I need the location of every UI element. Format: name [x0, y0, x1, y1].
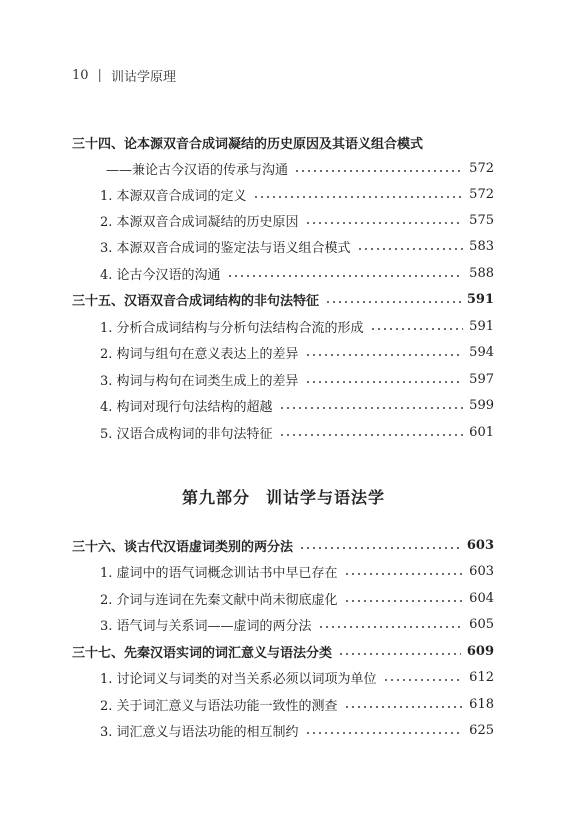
toc-entry-section[interactable]	[100, 394, 494, 416]
leader-dots	[299, 547, 461, 549]
toc-entry-title: 2. 构词与组句在意义表达上的差异	[100, 346, 299, 362]
toc-entry-chapter-37[interactable]	[72, 640, 494, 662]
toc-entry-chapter-36[interactable]	[72, 534, 494, 556]
leader-dots	[253, 196, 464, 198]
toc-entry-page: 612	[469, 669, 494, 685]
toc-entry-page: 599	[469, 397, 494, 413]
toc-entry-section[interactable]	[100, 587, 494, 609]
toc-entry-page: 609	[466, 643, 494, 659]
leader-dots	[305, 732, 464, 734]
toc-entry-page: 597	[469, 371, 494, 387]
leader-dots	[325, 301, 461, 303]
book-title: 训诂学原理	[110, 70, 176, 85]
toc-entry-title: 4. 论古今汉语的沟通	[100, 267, 221, 283]
toc-entry-title: 3. 词汇意义与语法功能的相互制约	[100, 724, 299, 740]
toc-entry-section[interactable]	[100, 262, 494, 284]
toc-entry-title: 2. 本源双音合成词凝结的历史原因	[100, 214, 299, 230]
toc-entry-title: 2. 介词与连词在先秦文献中尚未彻底虚化	[100, 592, 338, 608]
toc-entry-title: 1. 虚词中的语气词概念训诂书中早已存在	[100, 565, 338, 581]
leader-dots	[357, 248, 464, 250]
toc-entry-page: 591	[469, 318, 494, 334]
toc-entry-page: 575	[469, 212, 494, 228]
toc-entry-section[interactable]	[100, 368, 494, 390]
header-separator: |	[97, 68, 102, 83]
toc-entry-section[interactable]	[100, 341, 494, 363]
leader-dots	[338, 653, 461, 655]
toc-entry-section[interactable]	[100, 560, 494, 582]
leader-dots	[279, 434, 464, 436]
leader-dots	[279, 407, 464, 409]
leader-dots	[227, 275, 464, 277]
toc-entry-section[interactable]	[100, 183, 494, 205]
leader-dots	[305, 381, 464, 383]
toc-entry-page: 601	[469, 424, 494, 440]
toc-entry-section[interactable]	[100, 666, 494, 688]
toc-entry-section[interactable]	[100, 421, 494, 443]
leader-dots	[344, 573, 464, 575]
toc-entry-title: 4. 构词对现行句法结构的超越	[100, 399, 273, 415]
leader-dots	[305, 222, 464, 224]
part-heading	[0, 485, 567, 508]
leader-dots	[318, 626, 464, 628]
toc-entry-page: 625	[469, 722, 494, 738]
toc-entry-title: 2. 关于词汇意义与语法功能一致性的测查	[100, 698, 338, 714]
leader-dots	[344, 706, 464, 708]
toc-entry-section[interactable]	[100, 209, 494, 231]
toc-entry-page: 594	[469, 344, 494, 360]
toc-entry-title: 3. 本源双音合成词的鉴定法与语义组合模式	[100, 240, 351, 256]
leader-dots	[305, 354, 464, 356]
running-header	[72, 66, 176, 85]
toc-entry-section[interactable]	[100, 719, 494, 741]
toc-entry-title: 三十七、先秦汉语实词的词汇意义与语法分类	[72, 645, 333, 661]
leader-dots	[294, 170, 463, 172]
leader-dots	[344, 600, 464, 602]
page-number: 10	[72, 68, 89, 83]
leader-dots	[383, 679, 464, 681]
toc-entry-title: 三十五、汉语双音合成词结构的非句法特征	[72, 293, 320, 309]
toc-entry-title: 3. 构词与构句在词类生成上的差异	[100, 373, 299, 389]
toc-entry-title: 1. 讨论词义与词类的对当关系必须以词项为单位	[100, 671, 377, 687]
toc-entry-title: 5. 汉语合成构词的非句法特征	[100, 426, 273, 442]
part-number-label: 第九部分	[181, 488, 250, 507]
toc-entry-page: 618	[469, 696, 494, 712]
toc-entry-title: 三十四、论本源双音合成词凝结的历史原因及其语义组合模式	[72, 136, 424, 152]
toc-entry-subtitle[interactable]	[106, 157, 494, 179]
toc-entry-title: ——兼论古今汉语的传承与沟通	[106, 162, 289, 178]
toc-entry-page: 572	[469, 160, 494, 176]
toc-entry-page: 604	[469, 590, 494, 606]
part-title: 训诂学与语法学	[266, 488, 386, 507]
toc-entry-page: 583	[469, 238, 494, 254]
toc-entry-page: 603	[469, 563, 494, 579]
toc-entry-page: 605	[469, 616, 494, 632]
toc-entry-page: 572	[469, 186, 494, 202]
toc-entry-section[interactable]	[100, 235, 494, 257]
toc-entry-title: 1. 分析合成词结构与分析句法结构合流的形成	[100, 320, 364, 336]
toc-entry-section[interactable]	[100, 315, 494, 337]
toc-entry-page: 588	[469, 265, 494, 281]
toc-entry-chapter-34[interactable]	[72, 131, 494, 153]
toc-entry-section[interactable]	[100, 613, 494, 635]
toc-entry-section[interactable]	[100, 693, 494, 715]
toc-entry-title: 三十六、谈古代汉语虚词类别的两分法	[72, 539, 294, 555]
toc-entry-page: 603	[466, 537, 494, 553]
toc-entry-chapter-35[interactable]	[72, 288, 494, 310]
toc-entry-title: 1. 本源双音合成词的定义	[100, 188, 247, 204]
leader-dots	[370, 328, 464, 330]
toc-entry-title: 3. 语气词与关系词——虚词的两分法	[100, 618, 312, 634]
toc-entry-page: 591	[466, 291, 494, 307]
